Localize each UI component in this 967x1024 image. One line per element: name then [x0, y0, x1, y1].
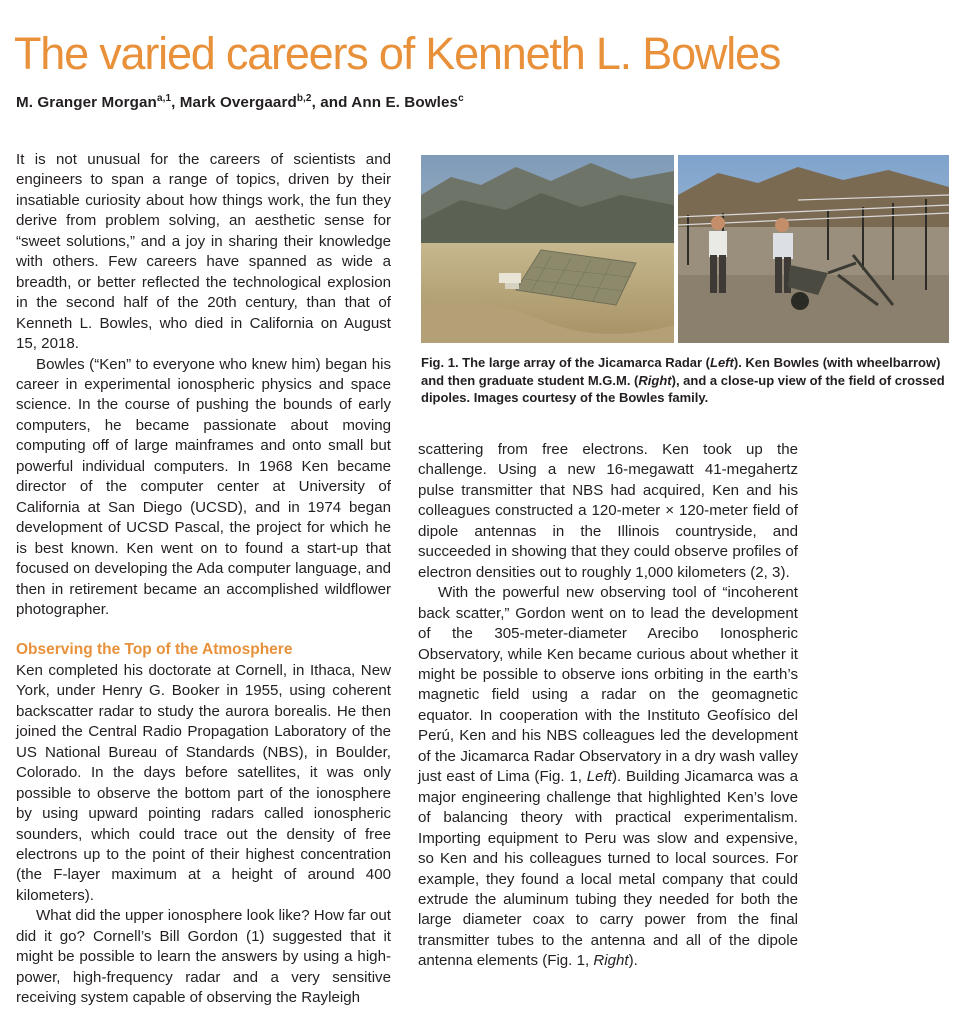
- figure-caption: [421, 354, 947, 407]
- author-list: [16, 93, 464, 111]
- author-name[interactable]: Mark Overgaard: [179, 94, 297, 112]
- author-affiliation: b,2: [296, 93, 312, 104]
- section-heading: Observing the Top of the Atmosphere: [16, 641, 293, 659]
- body-text: With the powerful new observing tool of “incoherent back scatter,” Gordon went on to lead the development of the 305-meter-diameter Arecibo Ionospheric Observatory, while Ken became curious about whether it might be possible to observe ions orbiting in the earth’s magnetic field using a radar on the geomagnetic equator. In cooperation with the Instituto Geofísico del Perú, Ken and his NBS colleagues led the development of the Jicamarca Radar Observatory in a dry wash valley just east of Lima (Fig. 1,: [418, 584, 798, 786]
- caption-left: Left: [710, 355, 734, 370]
- body-paragraph: scattering from free electrons. Ken took up the challenge. Using a new 16-megawatt 41-megahertz pulse transmitter that NBS had acquired, Ken and his colleagues constructed a 120-meter × 120-meter field of dipole antennas in the Illinois countryside, and succeeded in showing that they could observe profiles of electron densities out to roughly 1,000 kilometers (2, 3).: [418, 441, 798, 581]
- author-affiliation: a,1: [156, 93, 172, 104]
- caption-text: The large array of the Jicamarca Radar (: [458, 355, 711, 370]
- author-affiliation: c: [458, 93, 464, 104]
- author-name[interactable]: Ann E. Bowles: [351, 94, 459, 112]
- caption-text: ), and a close-up view of the field of crossed dipoles. Images courtesy of the Bowles family.: [421, 372, 945, 405]
- body-text: ). Building Jicamarca was a major engineering challenge that highlighted Ken’s love of balancing theory with practical experimentalism. Importing equipment to Peru was slow and expensive, so Ken and his colleagues turned to local sources. For example, they found a local metal company that could extrude the aluminum tubing they needed for both the large diameter coax to carry power from the final transmitter tubes to the antenna and all of the dipole antenna elements (Fig. 1,: [418, 768, 798, 970]
- figure-label: Fig. 1.: [421, 355, 459, 370]
- jicamarca-array-photo: [421, 155, 674, 343]
- author-name[interactable]: M. Granger Morgan: [16, 94, 157, 112]
- right-column: [418, 440, 798, 972]
- body-emphasis: Right: [593, 952, 629, 970]
- aerial-valley-image: [421, 155, 674, 343]
- author-separator: , and: [311, 94, 352, 112]
- article-title: The varied careers of Kenneth L. Bowles: [14, 28, 781, 79]
- caption-right: Right: [638, 372, 672, 388]
- body-paragraph: Ken completed his doctorate at Cornell, in Ithaca, New York, under Henry G. Booker in 1955, using coherent backscatter radar to study the aurora borealis. He then joined the Central Radio Propagation Laboratory of the US National Bureau of Standards (NBS), in Boulder, Colorado. In the days before satellites, it was only possible to observe the bottom part of the ionosphere by using upward pointing radars called ionospheric sounders, which could trace out the density of free electrons up to the point of their highest concentration (the F-layer maximum at a height of around 400 kilometers).: [16, 661, 391, 904]
- body-text: ).: [628, 952, 638, 970]
- body-paragraph: What did the upper ionosphere look like? How far out did it go? Cornell’s Bill Gordon (1) suggested that it might be possible to learn the answers by using a high-power, high-frequency radar and a very sensitive receiving system capable of observing the Rayleigh: [16, 907, 391, 1007]
- figure-1: [421, 155, 949, 343]
- body-paragraph: [418, 583, 798, 972]
- field-work-image: [678, 155, 949, 343]
- left-column: [16, 150, 391, 1009]
- body-emphasis: Left: [586, 768, 612, 786]
- caption-text: ). Ken Bowles (with wheelbarrow) and then graduate student M.G.M. (: [421, 355, 941, 388]
- body-paragraph: Bowles (“Ken” to everyone who knew him) began his career in experimental ionospheric physics and space science. In the course of pushing the bounds of early computers, he became passionate about moving computing off of large mainframes and onto small but powerful individual computers. In 1968 Ken became director of the computer center at University of California at San Diego (UCSD), and in 1974 began development of UCSD Pascal, the project for which he is best known. Ken went on to found a start-up that focused on developing the Ada computer language, and then in retirement became an accomplished wildflower photographer.: [16, 355, 391, 618]
- body-paragraph: It is not unusual for the careers of scientists and engineers to span a range of topics, driven by their insatiable curiosity about how things work, the fun they derive from problem solving, an aesthetic sense for “sweet solutions,” and a joy in sharing their knowledge with others. Few careers have spanned as wide a breadth, or better reflected the technological explosion in the second half of the 20th century, than that of Kenneth L. Bowles, who died in California on August 15, 2018.: [16, 151, 391, 353]
- dipole-field-photo: [678, 155, 949, 343]
- author-separator: ,: [171, 94, 180, 112]
